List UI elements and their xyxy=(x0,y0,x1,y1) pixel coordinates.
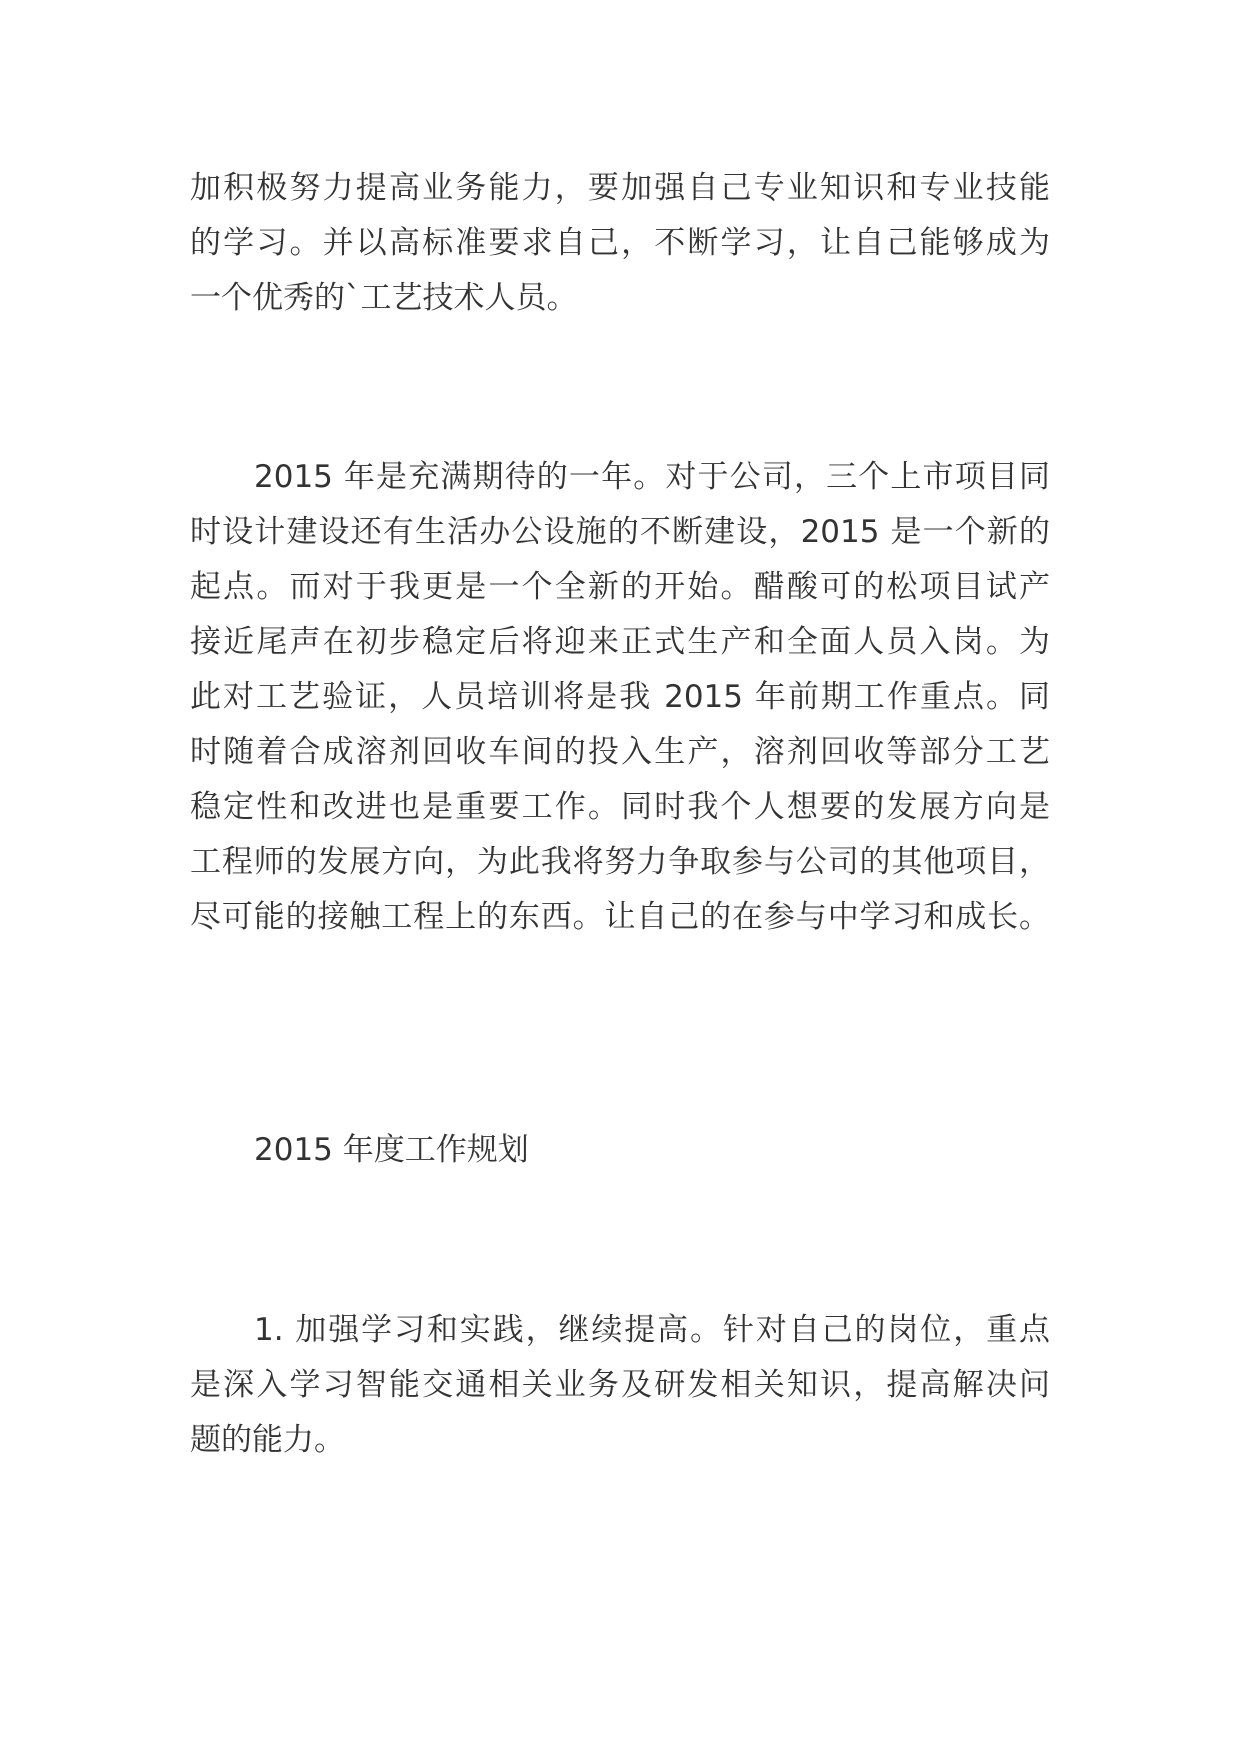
paragraph-2-line-10 xyxy=(190,947,1050,997)
paragraph-2-line-5: 此对工艺验证，人员培训将是我 2015 年前期工作重点。同 xyxy=(190,679,1050,715)
paragraph-1-line-2: 的学习。并以高标准要求自己，不断学习，让自己能够成为 xyxy=(190,225,1050,261)
paragraph-2-line-6: 时随着合成溶剂回收车间的投入生产，溶剂回收等部分工艺 xyxy=(190,734,1050,770)
paragraph-2-line-9: 尽可能的接触工程上的东西。让自己的在参与中学习和成长。 xyxy=(190,899,1050,935)
paragraph-2-line-1: 2015 年是充满期待的一年。对于公司，三个上市项目同 xyxy=(254,459,1050,495)
paragraph-4-line-2: 是深入学习智能交通相关业务及研发相关知识，提高解决问 xyxy=(190,1367,1050,1403)
paragraph-2-line-2: 时设计建设还有生活办公设施的不断建设，2015 是一个新的 xyxy=(190,514,1050,550)
paragraph-2-line-8: 工程师的发展方向，为此我将努力争取参与公司的其他项目， xyxy=(190,844,1050,880)
section-heading: 2015 年度工作规划 xyxy=(254,1132,529,1168)
paragraph-4-line-3: 题的能力。 xyxy=(190,1422,345,1458)
paragraph-2-line-3: 起点。而对于我更是一个全新的开始。醋酸可的松项目试产 xyxy=(190,569,1050,605)
paragraph-1-line-1: 加积极努力提高业务能力，要加强自己专业知识和专业技能 xyxy=(190,170,1050,206)
paragraph-1-line-3: 一个优秀的`工艺技术人员。 xyxy=(190,280,578,316)
paragraph-2-line-4: 接近尾声在初步稳定后将迎来正式生产和全面人员入岗。为 xyxy=(190,624,1050,660)
paragraph-2-line-7: 稳定性和改进也是重要工作。同时我个人想要的发展方向是 xyxy=(190,789,1050,825)
paragraph-4-line-1: 1. 加强学习和实践，继续提高。针对自己的岗位，重点 xyxy=(254,1312,1050,1348)
